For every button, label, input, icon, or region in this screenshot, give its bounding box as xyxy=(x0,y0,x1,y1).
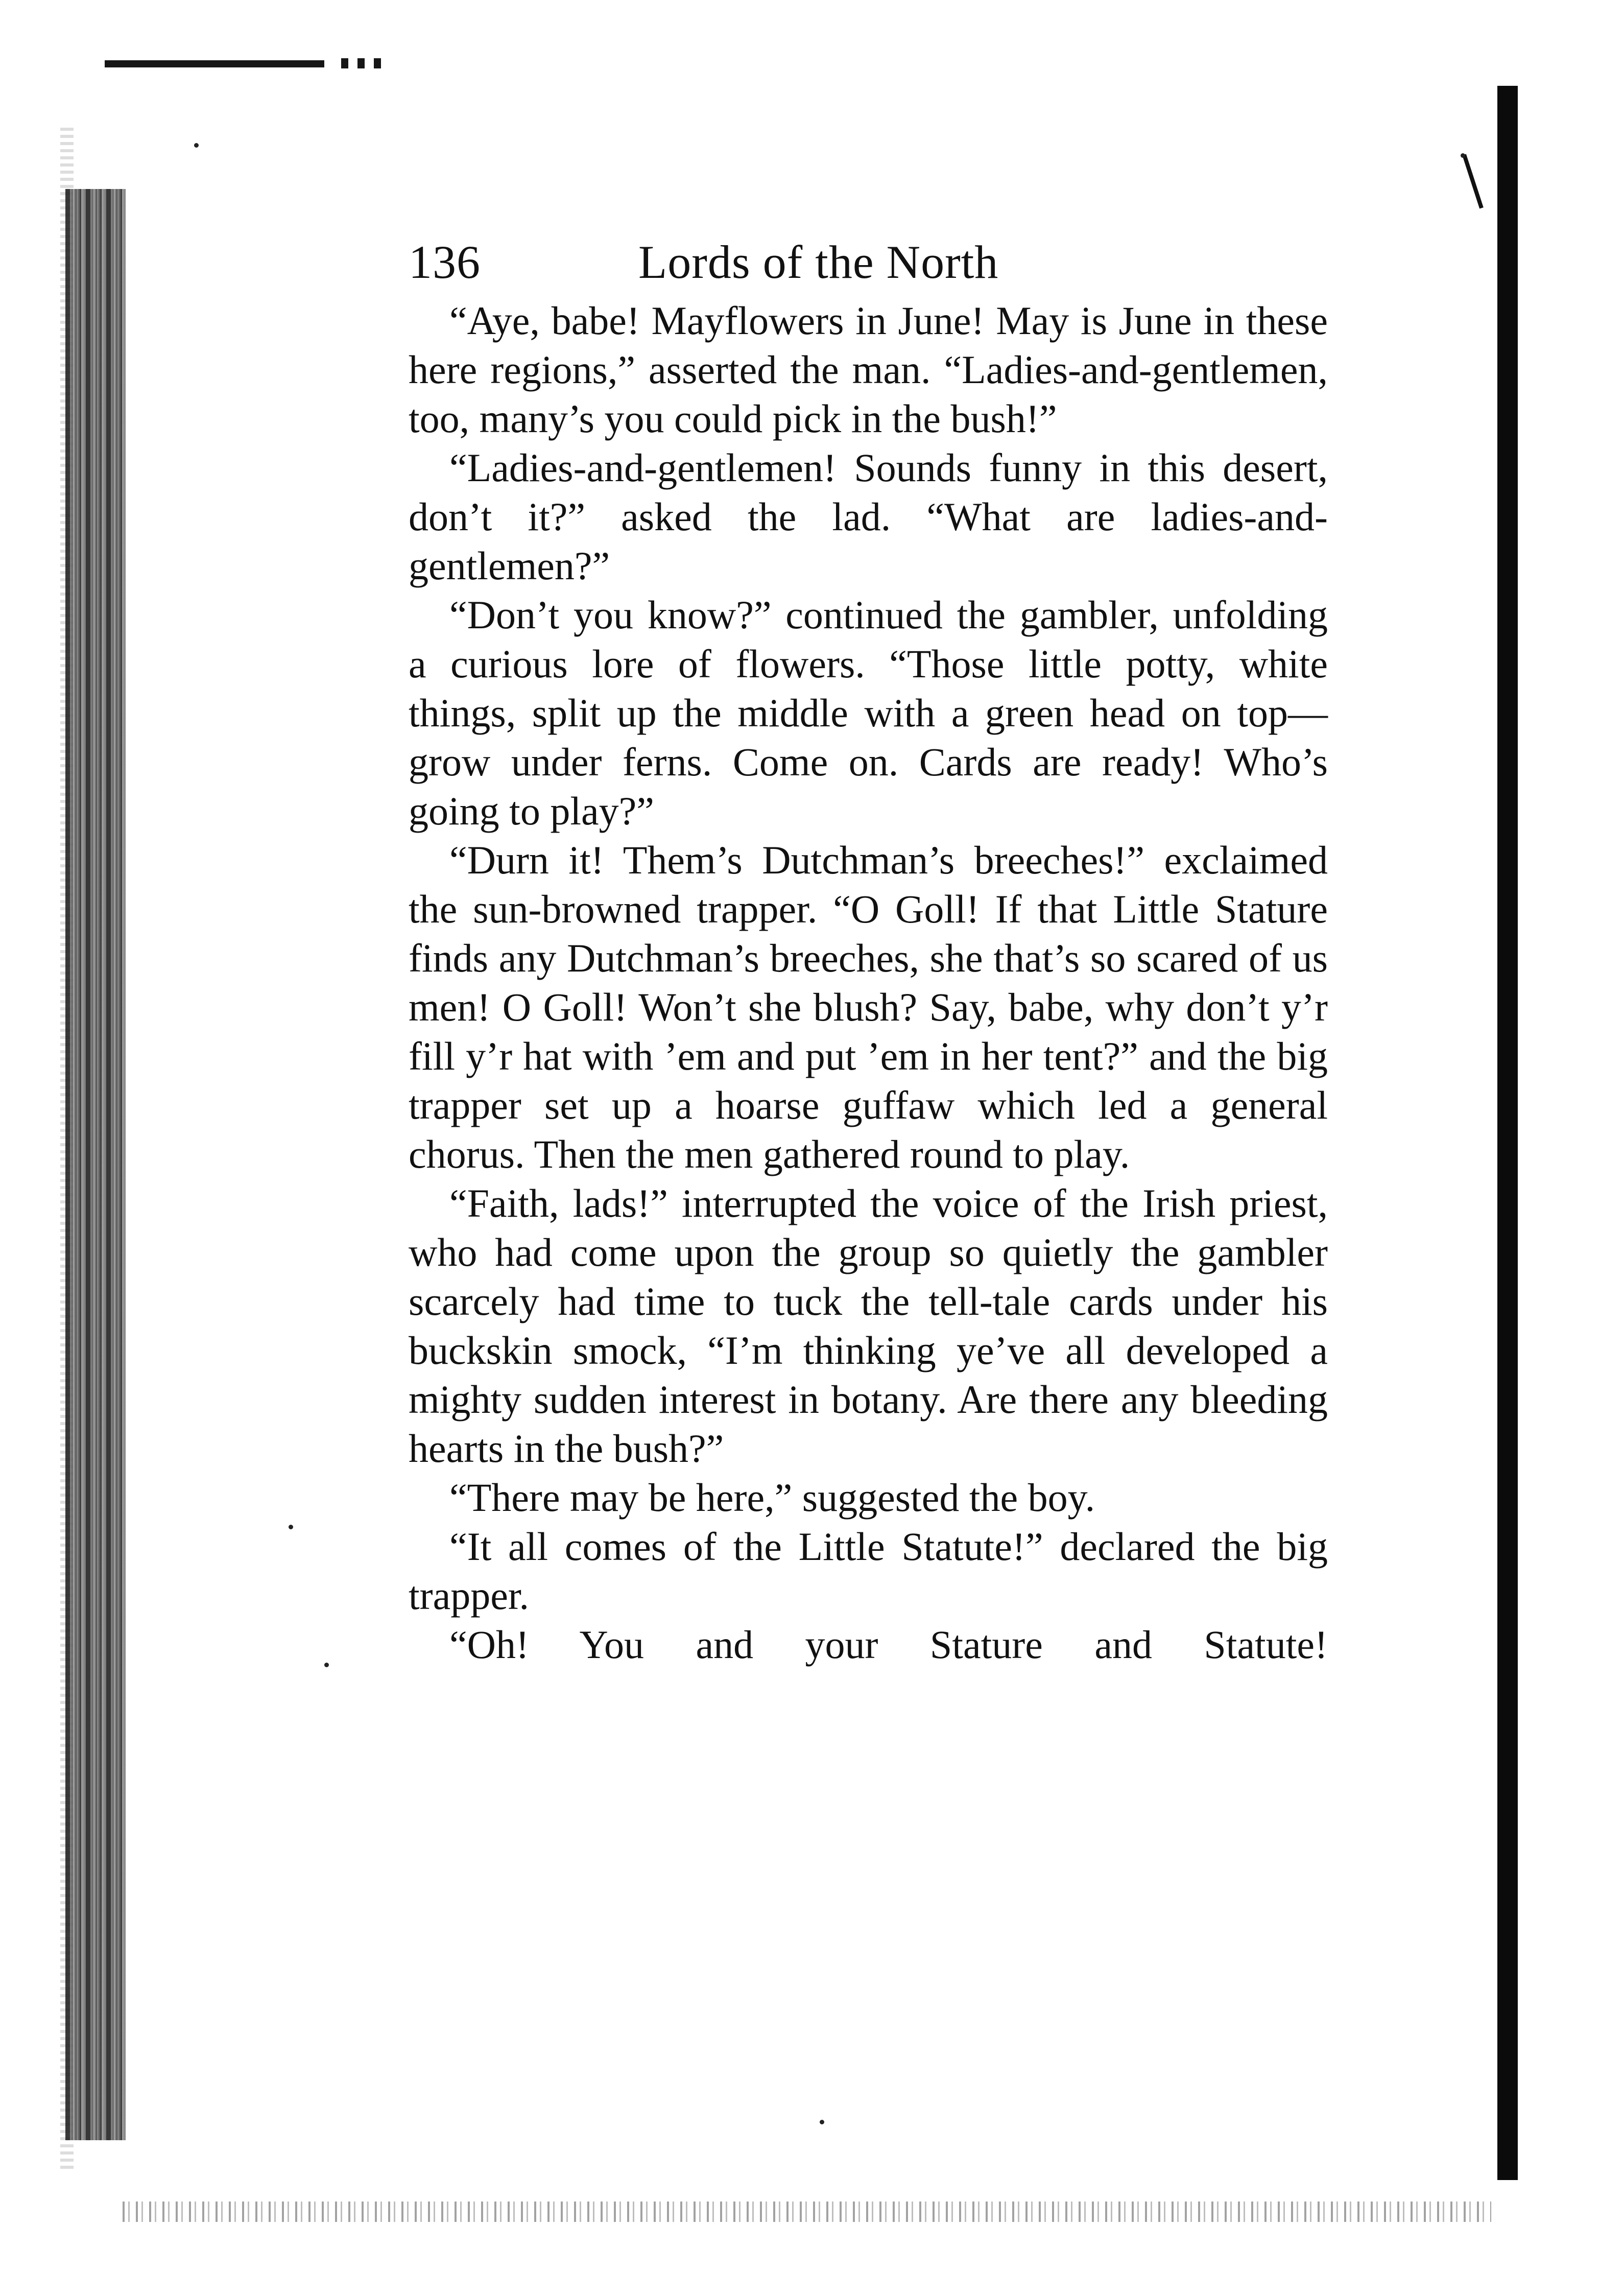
paragraph: “It all comes of the Little Statute!” declared the big trapper. xyxy=(409,1524,1328,1618)
paragraph: “Aye, babe! Mayflowers in June! May is June in these here regions,” asserted the man. “Ladies-and-gentlemen, too, many’s you could pick in the bush!” xyxy=(409,298,1328,441)
paragraph: “Faith, lads!” interrupted the voice of the Irish priest, who had come upon the group so quietly the gambler scarcely had time to tuck the tell-tale cards under his buckskin smock, “I’m thinking ye’ve all developed a mighty sudden interest in botany. Are there any bleeding hearts in the bush?” xyxy=(409,1181,1328,1471)
scan-speck xyxy=(1461,153,1465,158)
paragraph: “Ladies-and-gentlemen! Sounds funny in this desert, don’t it?” asked the lad. “What are ladies-and-gentlemen?” xyxy=(409,445,1328,588)
book-title: Lords of the North xyxy=(638,236,999,288)
scan-spine-edge xyxy=(65,189,126,2140)
scan-bottom-noise xyxy=(123,2202,1491,2222)
scan-right-edge xyxy=(1497,86,1518,2180)
body-text xyxy=(409,296,1328,1669)
scan-speck xyxy=(324,1663,329,1667)
paragraph: “Don’t you know?” continued the gambler, unfolding a curious lore of flowers. “Those little potty, white things, split up the middle with a green head on top—grow under ferns. Come on. Cards are ready! Who’s going to play?” xyxy=(409,593,1328,833)
paragraph: “Oh! You and your Stature and Statute! xyxy=(449,1622,1328,1667)
running-head xyxy=(409,225,1328,296)
scan-speck xyxy=(289,1525,293,1529)
paragraph: “Durn it! Them’s Dutchman’s breeches!” exclaimed the sun-browned trapper. “O Goll! If that Little Stature finds any Dutchman’s breeches, she that’s so scared of us men! O Goll! Won’t she blush? Say, babe, why don’t y’r fill y’r hat with ’em and put ’em in her tent?” and the big trapper set up a hoarse guffaw which led a general chorus. Then the men gathered round to play. xyxy=(409,838,1328,1176)
scan-speck xyxy=(194,143,199,148)
scan-edge-rule xyxy=(105,60,324,67)
scan-speck xyxy=(820,2120,824,2124)
scan-edge-mark xyxy=(341,58,348,68)
scan-mark xyxy=(1462,154,1484,208)
book-page xyxy=(409,225,1328,1669)
paragraph: “There may be here,” suggested the boy. xyxy=(449,1475,1095,1520)
scan-edge-mark xyxy=(357,58,365,68)
scan-edge-mark xyxy=(374,58,381,68)
page-number: 136 xyxy=(409,236,481,288)
